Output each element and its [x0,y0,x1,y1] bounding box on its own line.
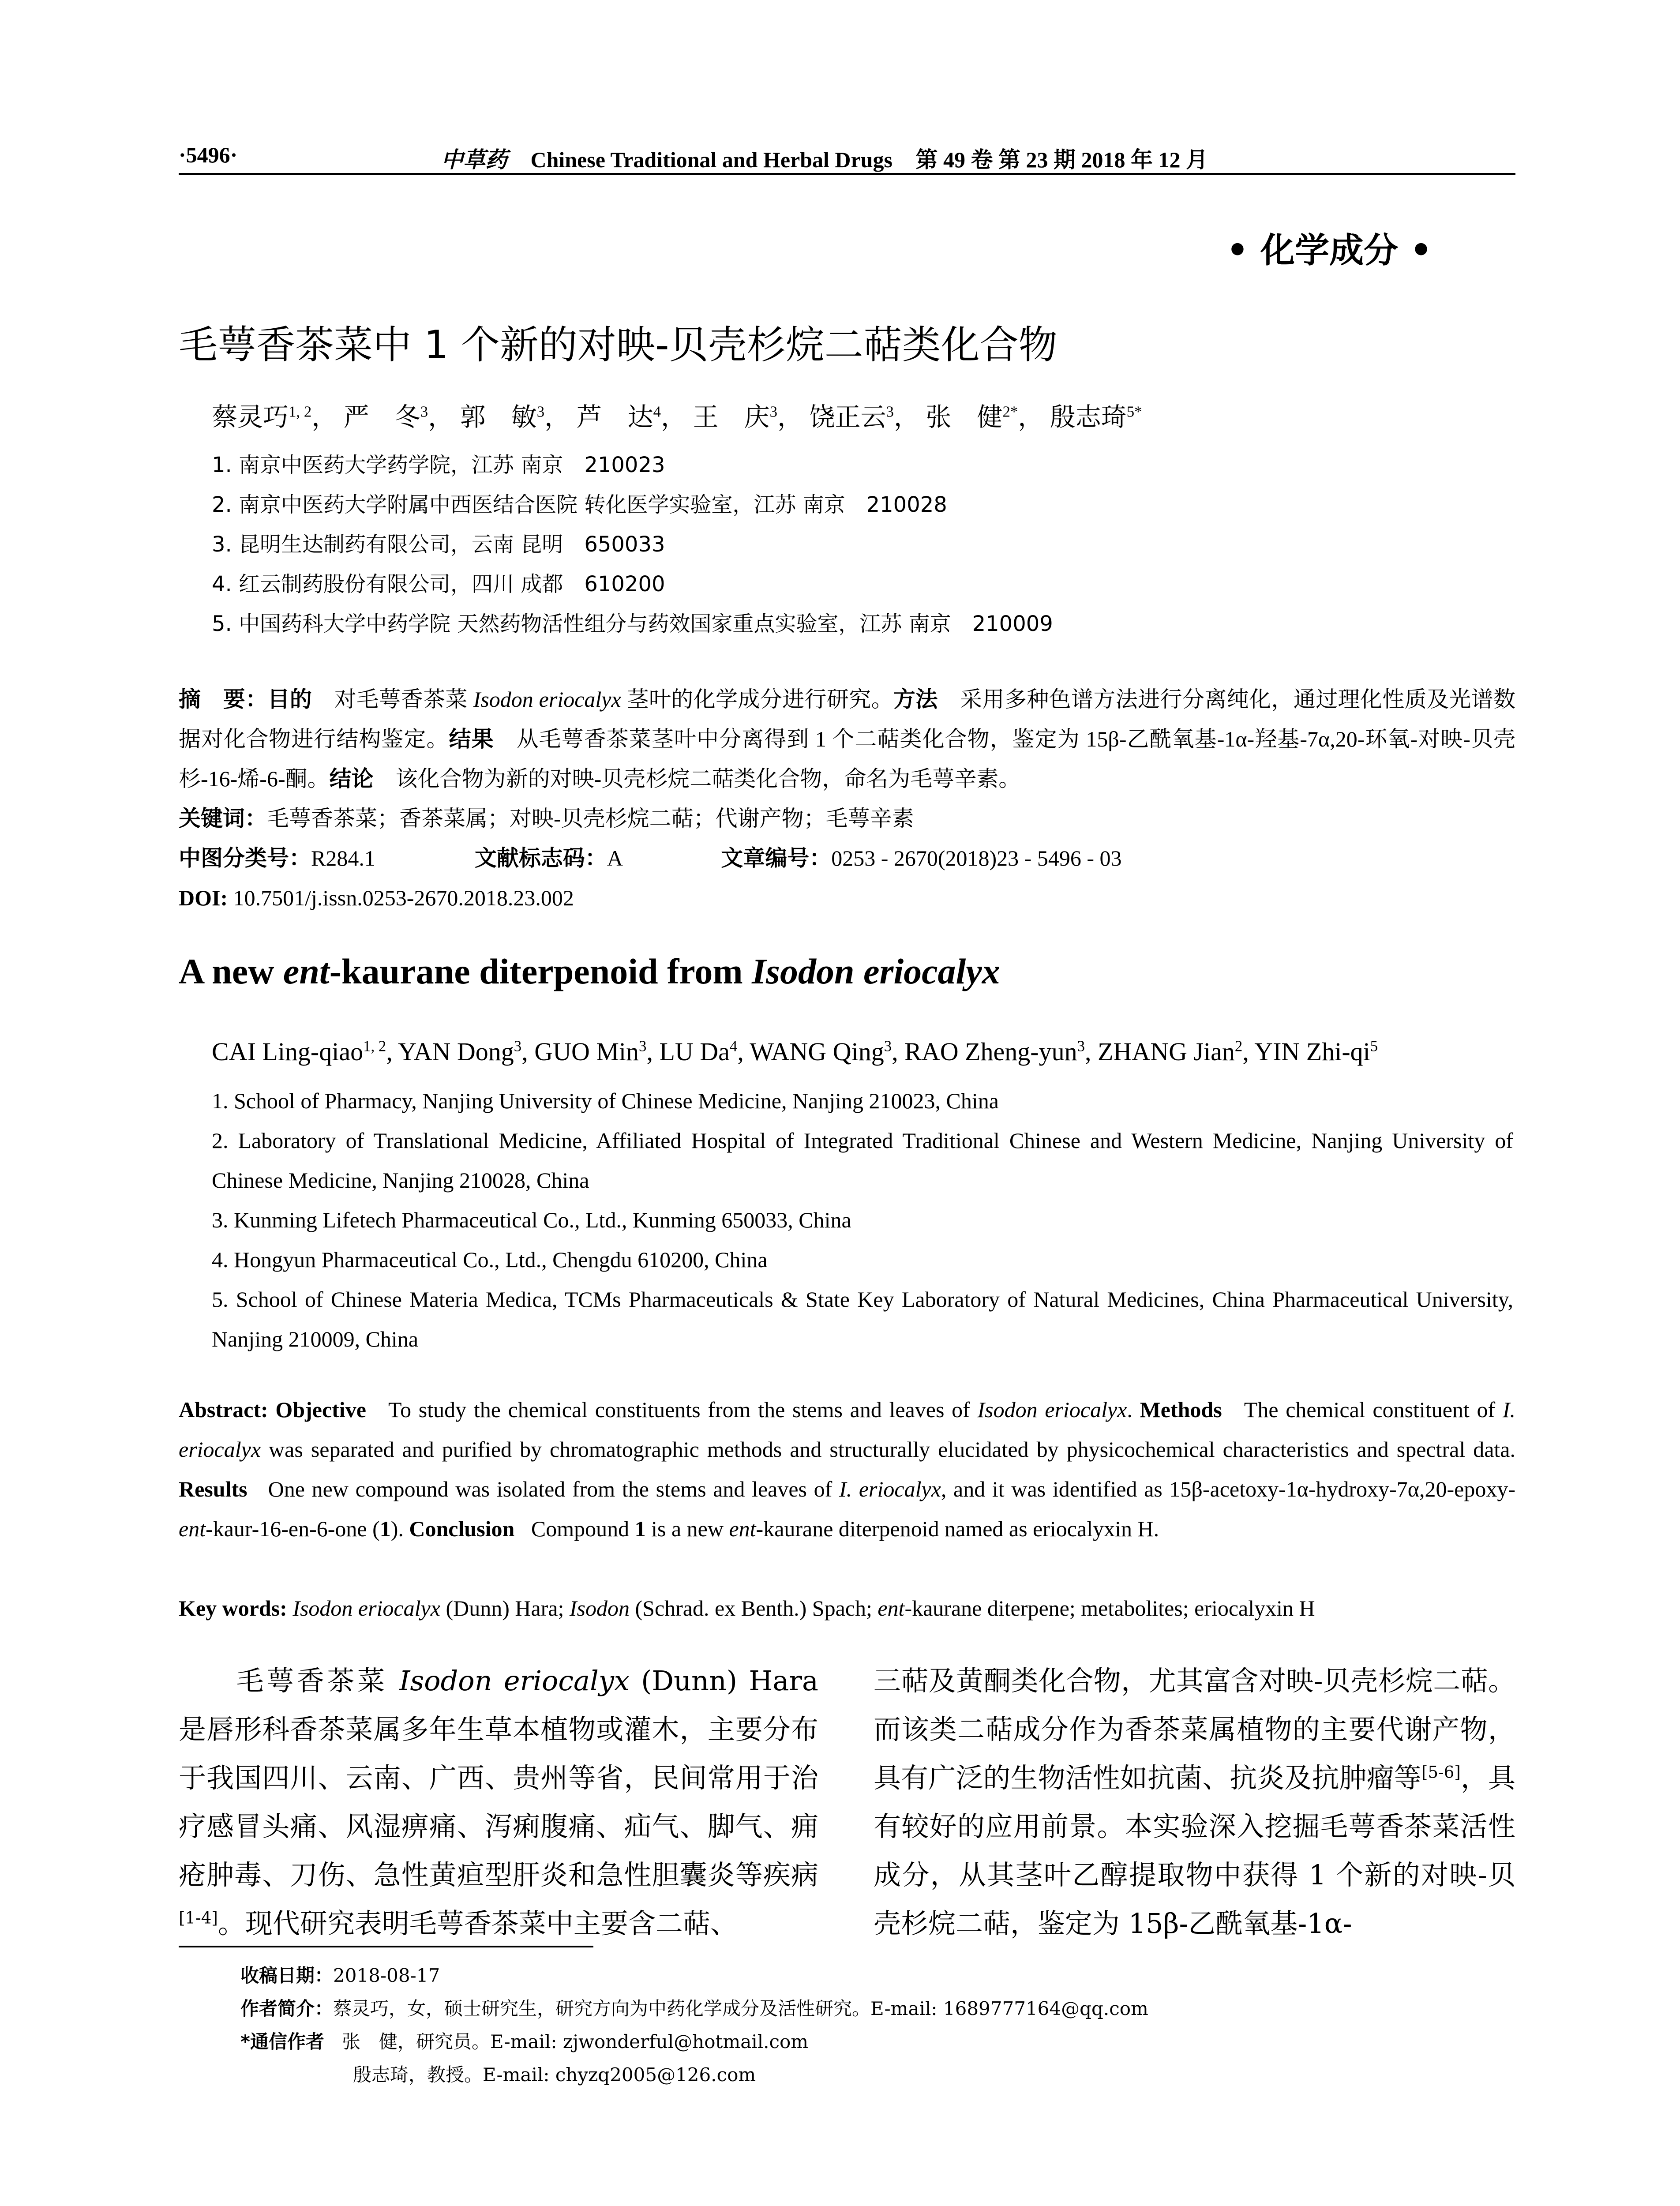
affiliation-en: 2. Laboratory of Translational Medicine, Affiliated Hospital of Integrated Traditional Chinese and Western Medicine, Nanjing University of Chinese Medicine, Nanjing 210028, China [212,1128,1513,1193]
keywords-cn-text: 毛萼香茶菜；香茶菜属；对映-贝壳杉烷二萜；代谢产物；毛萼辛素 [267,806,914,831]
author-en-sup: 2 [1234,1037,1243,1055]
compound-number: 1 [379,1516,391,1541]
doc-code-value: A [607,846,622,870]
title-en-latin: Isodon eriocalyx [752,951,1000,991]
keywords-cn [179,799,1515,838]
title-en [179,951,1000,992]
results-text-en: One new compound was isolated from the stems and leaves of [268,1477,840,1501]
author-en-sup: 1, 2 [363,1037,386,1055]
journal-name-cn: 中草药 [441,147,507,172]
body-text: ，具有较好的应用前景。本实验深入挖掘毛萼香茶菜活性成分，从其茎叶乙醇提取物中获得 1 个新的对映-贝壳杉烷二萜，鉴定为 15β-乙酰氧基-1α- [874,1762,1515,1940]
author-cn-sup: 3 [769,403,777,420]
author-en-sup: 4 [729,1037,738,1055]
objective-text-en: To study the chemical constituents from the stems and leaves of [388,1397,978,1422]
authors-cn: 蔡灵巧$^{1, 2}$， 严 冬$^3$， 郭 敏$^3$， 芦 达$^4$， 王 庆$^3$， 饶正云$^3$， 张 健$^{2*}$， 殷志琦$^{5*}$ [212,403,1142,431]
affiliation-cn: 3. 昆明生达制药有限公司，云南 昆明 650033 [212,532,665,557]
footnote-corresponding-2: 殷志琦，教授。E-mail: chyzq2005@126.com [353,2064,756,2086]
results-text-cn: 从毛萼香茶菜茎叶中分离得到 1 个二萜类化合物，鉴定为 15β-乙酰氧基-1α-羟基-7α,20-环氧-对映-贝壳杉-16-烯-6-酮。 [179,727,1516,791]
author-cn: 蔡灵巧 [212,403,289,431]
article-number-value: 0253 - 2670(2018)23 - 5496 - 03 [831,846,1122,870]
objective-text-cn: 对毛萼香茶菜 [334,687,473,712]
author-en: WANG Qing [750,1037,884,1066]
journal-name-en: Chinese Traditional and Herbal Drugs [530,147,892,172]
doi-value[interactable]: 10.7501/j.issn.0253-2670.2018.23.002 [233,885,574,910]
author-cn: 芦 达 [576,403,653,431]
title-en-part: A new [179,951,283,991]
author-en: CAI Ling-qiao [212,1037,364,1066]
compound-number: 1 [634,1516,646,1541]
author-cn: 殷志琦 [1050,403,1127,431]
received-label: 收稿日期： [240,1965,334,1986]
ent-prefix: ent [179,1516,206,1541]
author-cn: 严 冬 [343,403,420,431]
affiliation-cn: 1. 南京中医药大学药学院，江苏 南京 210023 [212,453,665,477]
body-text: 。现代研究表明毛萼香茶菜中主要含二萜、 [218,1907,738,1940]
authors-en: CAI Ling-qiao$^{1, 2}$, YAN Dong$^3$, GUO Min$^3$, LU Da$^4$, WANG Qing$^3$, RAO Zheng-yun$^3$, ZHANG Jian$^2$, YIN Zhi-$qi^5$ [212,1037,1378,1066]
citation[interactable]: [1-4] [179,1908,218,1928]
keywords-cn-label: 关键词： [179,806,267,831]
abstract-en-label: Abstract: Objective [179,1397,366,1422]
affiliation-en: 3. Kunming Lifetech Pharmaceutical Co., Ltd., Kunming 650033, China [212,1208,851,1232]
body-column-left [179,1657,818,1948]
latin-name: I. eriocalyx [179,1397,1516,1462]
results-text-en-post: -kaur-16-en-6-one ( [206,1516,380,1541]
author-en: GUO Min [534,1037,639,1066]
results-text-en-end: ). [390,1516,404,1541]
keyword-text: -kaurane diterpene; metabolites; eriocalyxin H [904,1596,1315,1621]
objective-label-cn: 目的 [267,687,312,712]
author-en-sup: 3 [884,1037,892,1055]
affiliation-cn: 5. 中国药科大学中药学院 天然药物活性组分与药效国家重点实验室，江苏 南京 210009 [212,612,1053,636]
corresponding-label: *通信作者 [240,2031,324,2052]
author-cn: 饶正云 [809,403,886,431]
author-en: LU Da [659,1037,730,1066]
conclusion-text-en-mid: is a new [645,1516,729,1541]
results-text-en-mid: , and it was identified as 15β-acetoxy-1α-hydroxy-7α,20-epoxy- [941,1477,1515,1501]
affiliation-en: 4. Hongyun Pharmaceutical Co., Ltd., Chengdu 610200, China [212,1247,768,1272]
body-text: (Dunn) Hara 是唇形科香茶菜属多年生草本植物或灌木，主要分布于我国四川、云南、广西、贵州等省，民间常用于治疗感冒头痛、风湿痹痛、泻痢腹痛、疝气、脚气、痈疮肿毒、刀伤、急性黄疸型肝炎和急性胆囊炎等疾病 [179,1665,818,1891]
conclusion-label-en: Conclusion [409,1516,515,1541]
latin-name: Isodon eriocalyx [399,1665,630,1697]
title-en-part: -kaurane diterpenoid from [329,951,752,991]
conclusion-text-cn: 该化合物为新的对映-贝壳杉烷二萜类化合物，命名为毛萼辛素。 [395,766,1021,791]
keywords-en [179,1588,1515,1628]
keywords-en-label: Key words: [179,1596,287,1621]
doi-line [179,878,1515,918]
footnote-author [240,1994,1148,2021]
keyword-latin: Isodon eriocalyx [292,1596,440,1621]
clc-value: R284.1 [311,846,375,870]
received-date: 2018-08-17 [333,1965,440,1986]
affiliation-en: 1. School of Pharmacy, Nanjing University of Chinese Medicine, Nanjing 210023, China [212,1088,999,1113]
author-en: ZHANG Jian [1098,1037,1235,1066]
results-label-en: Results [179,1477,248,1501]
author-cn-sup: 1, 2 [289,403,312,420]
objective-text-en-end: . [1127,1397,1132,1422]
body-text: 毛萼香茶菜 [233,1665,399,1697]
abstract-en [179,1390,1515,1549]
author-en-sup: 5 [1370,1037,1378,1055]
latin-name: Isodon eriocalyx [977,1397,1127,1422]
body-column-right [874,1657,1515,1948]
author-en: RAO Zheng-yun [904,1037,1077,1066]
corresponding-author-1: 张 健，研究员。E-mail: zjwonderful@hotmail.com [342,2031,809,2052]
doc-code-label: 文献标志码： [474,845,607,871]
header-rule [179,173,1515,175]
issue-info: 第 49 卷 第 23 期 2018 年 12 月 [915,147,1208,172]
author-cn-sup: 3 [536,403,545,420]
author-cn-sup: 3 [886,403,894,420]
clc-label: 中图分类号： [179,845,311,871]
conclusion-text-en-end: -kaurane diterpenoid named as eriocalyxin H. [756,1516,1159,1541]
ent-prefix: ent [878,1596,905,1621]
methods-label-cn: 方法 [893,687,938,712]
affiliation-cn: 4. 红云制药股份有限公司，四川 成都 610200 [212,572,665,597]
conclusion-label-cn: 结论 [329,766,374,792]
author-cn: 郭 敏 [460,403,537,431]
footnote-received [240,1961,440,1988]
citation[interactable]: [5-6] [1421,1762,1461,1782]
keyword-text: (Dunn) Hara; [440,1596,570,1621]
author-cn-sup: 2* [1002,403,1018,420]
ent-prefix: ent [729,1516,756,1541]
author-bio-label: 作者简介： [240,1998,334,2019]
classification-line [179,838,1515,878]
title-en-ent: ent [283,951,330,991]
keyword-text: (Schrad. ex Benth.) Spach; [630,1596,878,1621]
author-cn-sup: 5* [1126,403,1142,420]
abstract-cn-label: 摘 要： [179,687,268,712]
abstract-cn [179,679,1515,799]
footnote-corresponding [240,2027,808,2054]
methods-text-en-end: was separated and purified by chromatographic methods and structurally elucidated by physicochemical characteristics and spectral data. [261,1437,1515,1462]
methods-text-cn: 采用多种色谱方法进行分离纯化，通过理化性质及光谱数据对化合物进行结构鉴定。 [179,687,1516,751]
author-en-sup: 3 [639,1037,647,1055]
affiliation-cn: 2. 南京中医药大学附属中西医结合医院 转化医学实验室，江苏 南京 210028 [212,492,947,517]
doi-label: DOI: [179,885,228,910]
author-cn-sup: 4 [653,403,661,420]
author-cn-sup: 3 [420,403,428,420]
results-label-cn: 结果 [449,726,494,752]
keyword-latin: Isodon [569,1596,630,1621]
journal-header [441,142,1208,174]
section-tag: • 化学成分 • [1226,231,1432,270]
footnote-rule [179,1946,593,1947]
affiliation-en: 5. School of Chinese Materia Medica, TCMs Pharmaceuticals & State Key Laboratory of Natural Medicines, China Pharmaceutical University, Nanjing 210009, China [212,1287,1513,1351]
objective-text-cn-end: 茎叶的化学成分进行研究。 [621,687,894,712]
author-bio: 蔡灵巧，女，硕士研究生，研究方向为中药化学成分及活性研究。E-mail: 1689777164@qq.com [333,1998,1148,2019]
author-cn: 张 健 [926,403,1003,431]
author-cn: 王 庆 [693,403,770,431]
author-en-sup: 3 [1077,1037,1085,1055]
author-en: YIN Zhi-qi [1254,1037,1370,1066]
latin-name: I. eriocalyx [839,1477,941,1501]
author-en-sup: 3 [514,1037,522,1055]
methods-text-en: The chemical constituent of [1244,1397,1503,1422]
page-number: ·5496· [179,143,238,167]
methods-label-en: Methods [1140,1397,1222,1422]
latin-name: Isodon eriocalyx [473,687,621,712]
title-cn: 毛萼香茶菜中 1 个新的对映-贝壳杉烷二萜类化合物 [179,322,1058,368]
author-en: YAN Dong [398,1037,514,1066]
body-text: 三萜及黄酮类化合物，尤其富含对映-贝壳杉烷二萜。而该类二萜成分作为香茶菜属植物的主要代谢产物，具有广泛的生物活性如抗菌、抗炎及抗肿瘤等 [874,1665,1515,1794]
article-number-label: 文章编号： [721,845,832,871]
conclusion-text-en: Compound [531,1516,635,1541]
